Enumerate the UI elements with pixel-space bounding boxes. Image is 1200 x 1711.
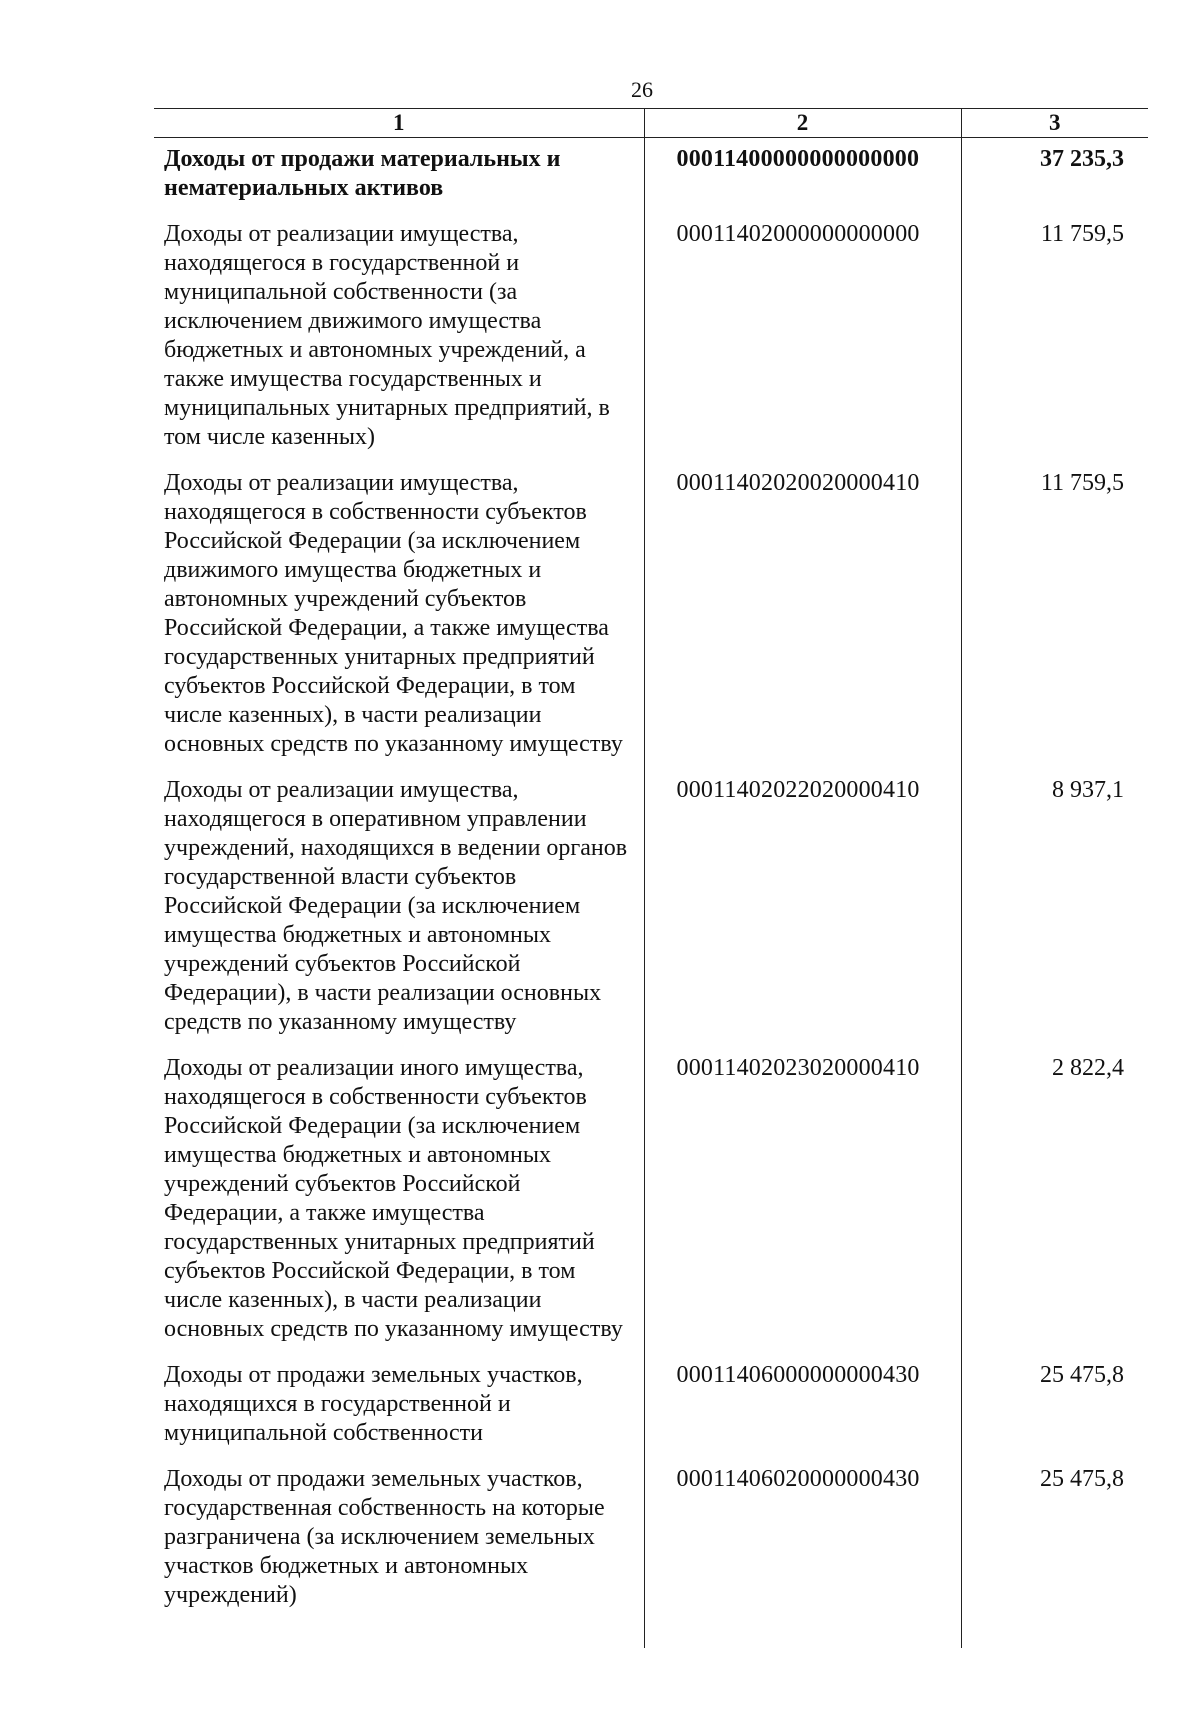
revenue-name: Доходы от реализации имущества, находящегося в оперативном управлении учреждений, находящихся в ведении органов государственной власти субъектов Российской Федерации (за исключением имущества бюджетных и автономных учреждений субъектов Российской Федерации), в части реализации основных средств по указанному имуществу (164, 777, 628, 1035)
revenue-amount: 11 759,5 (961, 459, 1148, 766)
revenue-code: 00011402000000000000 (644, 210, 961, 459)
column-header-1: 1 (154, 109, 644, 138)
header-row (154, 109, 1148, 138)
revenue-amount: 11 759,5 (961, 210, 1148, 459)
revenue-amount: 25 475,8 (961, 1455, 1148, 1648)
revenue-amount: 37 235,3 (961, 138, 1148, 211)
revenue-name: Доходы от продажи земельных участков, находящихся в государственной и муниципальной собственности (164, 1362, 583, 1446)
table-row (154, 766, 1148, 1044)
table-row (154, 1351, 1148, 1455)
revenue-amount: 25 475,8 (961, 1351, 1148, 1455)
revenue-code: 00011406000000000430 (644, 1351, 961, 1455)
revenue-name: Доходы от реализации имущества, находящегося в собственности субъектов Российской Федерации (за исключением движимого имущества бюджетных и автономных учреждений субъектов Российской Федерации, а также имущества государственных унитарных предприятий субъектов Российской Федерации, в том числе казенных), в части реализации основных средств по указанному имуществу (164, 470, 623, 757)
table-body (154, 138, 1148, 1649)
table-row (154, 1455, 1148, 1648)
revenue-name: Доходы от продажи материальных и нематериальных активов (164, 146, 561, 201)
revenue-code: 00011400000000000000 (644, 138, 961, 211)
revenue-table (154, 108, 1148, 1648)
table-row (154, 459, 1148, 766)
page-number: 26 (631, 77, 653, 102)
table-row (154, 1044, 1148, 1351)
revenue-code: 00011402023020000410 (644, 1044, 961, 1351)
table-header (154, 109, 1148, 138)
table-row (154, 210, 1148, 459)
revenue-code: 00011406020000000430 (644, 1455, 961, 1648)
revenue-code: 00011402022020000410 (644, 766, 961, 1044)
revenue-table-container (154, 108, 1148, 1648)
column-header-2: 2 (644, 109, 961, 138)
revenue-amount: 8 937,1 (961, 766, 1148, 1044)
revenue-name: Доходы от продажи земельных участков, государственная собственность на которые разграничена (за исключением земельных участков бюджетных и автономных учреждений) (164, 1466, 605, 1608)
revenue-code: 00011402020020000410 (644, 459, 961, 766)
revenue-amount: 2 822,4 (961, 1044, 1148, 1351)
revenue-name: Доходы от реализации иного имущества, находящегося в собственности субъектов Российской Федерации (за исключением имущества бюджетных и автономных учреждений субъектов Российской Федерации, а также имущества государственных унитарных предприятий субъектов Российской Федерации, в том числе казенных), в части реализации основных средств по указанному имуществу (164, 1055, 623, 1342)
revenue-name: Доходы от реализации имущества, находящегося в государственной и муниципальной собственности (за исключением движимого имущества бюджетных и автономных учреждений, а также имущества государственных и муниципальных унитарных предприятий, в том числе казенных) (164, 221, 610, 450)
column-header-3: 3 (961, 109, 1148, 138)
table-row (154, 138, 1148, 211)
